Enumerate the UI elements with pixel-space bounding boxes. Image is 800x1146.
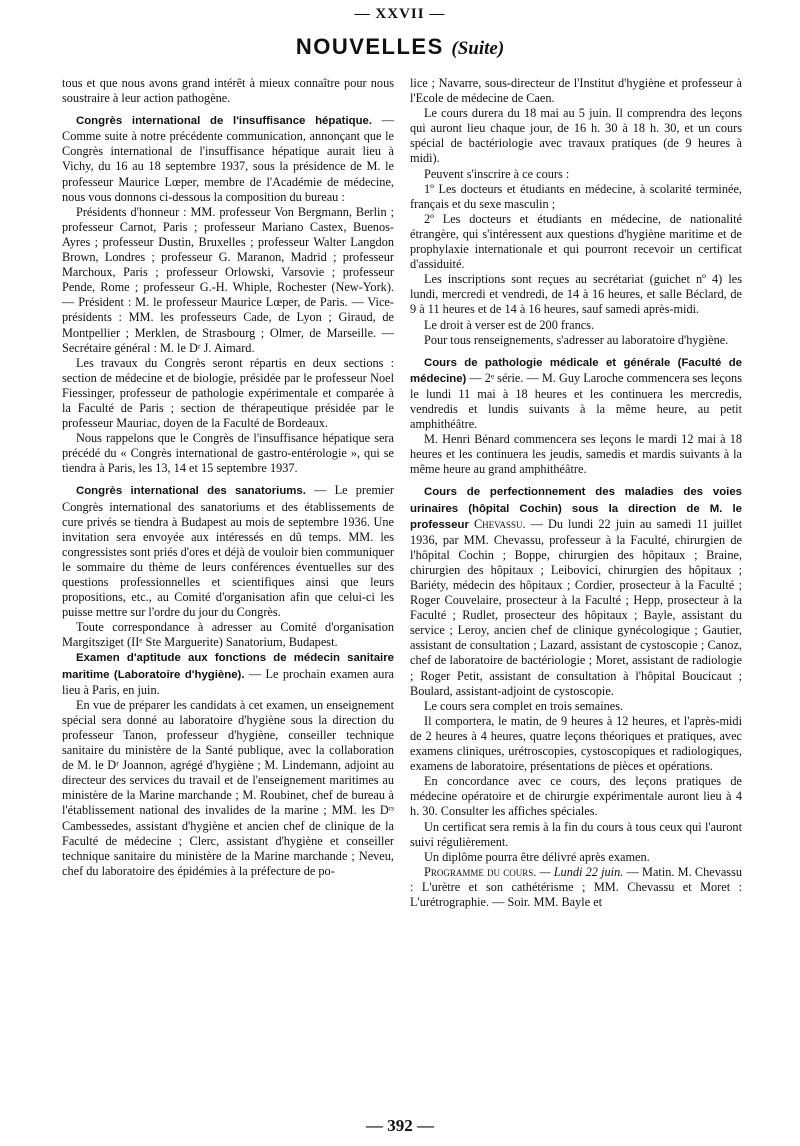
section-heading: Congrès international de l'insuffisance hépatique. xyxy=(76,115,373,128)
paragraph: Un certificat sera remis à la fin du cours à tous ceux qui l'auront suivi régulièrement. xyxy=(410,819,742,849)
section-pathologie-medicale xyxy=(410,355,742,432)
page-number: — 392 — xyxy=(366,1116,434,1135)
section-heading: Cours de perfectionnement des maladies des voies urinaires (hôpital Cochin) sous la direction de M. le professeur xyxy=(410,486,742,531)
paragraph: Le cours durera du 18 mai au 5 juin. Il comprendra des leçons qui auront lieu chaque jour, de 16 h. 30 à 18 h. 30, et un cours spécial de bactériologie avec travaux pratiques (de 9 heures à midi). xyxy=(410,106,742,166)
paragraph: Le droit à verser est de 200 francs. xyxy=(424,317,595,332)
paragraph: En vue de préparer les candidats à cet examen, un enseignement spécial sera donné au laboratoire d'hygiène sous la direction du professeur Tanon, professeur d'hygiène, conseiller technique sanitaire du ministère de la Santé publique, avec la collaboration de M. le Dʳ Joannon, agrégé d'hygiène ; M. Lindemann, adjoint au directeur des services du travail et de l'enseignement maritimes au ministère de la Marine marchande ; M. Roubinet, chef de bureau à l'établissement national des invalides de la marine ; MM. les Dʳˢ Cambessedes, assistant d'hygiène et ancien chef de clinique de la Faculté de médecine ; Clerc, assistant d'hygiène et conseiller technique sanitaire du ministère de la Marine marchande ; Neveu, chef du laboratoire des épidémies à la préfecture de po- xyxy=(62,697,394,878)
title-text: NOUVELLES xyxy=(295,34,444,59)
left-column xyxy=(62,76,394,879)
paragraph-text: — Comme suite à notre précédente communication, annonçant que le Congrès international de l'insuffisance hépatique aurait lieu à Vichy, du 16 au 18 septembre 1937, sous la présidence de M. le professeur Maurice Lœper, membre de l'Académie de médecine, nous vous donnons ci-dessous la composition du bureau : xyxy=(62,113,394,204)
paragraph: En concordance avec ce cours, des leçons pratiques de médecine opératoire et de chirurgie expérimentale auront lieu à 4 h. 30. Consulter les affiches spéciales. xyxy=(410,774,742,819)
page-title xyxy=(0,34,800,60)
programme-paragraph xyxy=(410,865,742,910)
paragraph: Toute correspondance à adresser au Comité d'organisation Margitsziget (IIᵉ Ste Marguerite) Sanatorium, Budapest. xyxy=(62,620,394,650)
section-heading: Examen d'aptitude aux fonctions de médecin sanitaire maritime (Laboratoire d'hygiène). xyxy=(62,652,394,681)
paragraph: Le cours sera complet en trois semaines. xyxy=(424,698,624,713)
professor-name: Chevassu. xyxy=(473,516,526,531)
section-heading: Congrès international des sanatoriums. xyxy=(76,485,306,498)
paragraph: Les travaux du Congrès seront répartis en deux sections : section de médecine et de biologie, présidée par le professeur Noel Fiessinger, professeur de pathologie expérimentale et comparée à la Faculté de Paris ; section de thérapeutique présidée par le professeur Mauriac, doyen de la Faculté de Bordeaux. xyxy=(62,355,394,431)
paragraph-text: — Matin. M. Chevassu : L'urètre et son cathétérisme ; MM. Chevassu et Moret : L'urétrographie. — Soir. MM. Bayle et xyxy=(410,864,743,909)
paragraph-text: — Le premier Congrès international des sanatoriums et des établissements de cure privés se tiendra à Budapest au mois de septembre 1936. Une invitation sera envoyée aux intéressés en dû temps. MM. les congressistes sont priés d'ores et déjà de vouloir bien communiquer le sommaire du thème de leurs conférences éventuelles sur des questions professionnelles et scientifiques ainsi que leurs propositions, etc., au Comité d'organisation afin que celui-ci les puisse mettre sur l'ordre du jour du Congrès. xyxy=(62,483,395,620)
paragraph-text: — Le prochain examen aura lieu à Paris, en juin. xyxy=(62,666,395,697)
paragraph-text: — Du lundi 22 juin au samedi 11 juillet 1936, par MM. Chevassu, professeur à la Faculté, chirurgien de l'hôpital Cochin ; Boppe, chirurgien des hôpitaux ; Braine, chirurgien des hôpitaux ; Leibovici, chirurgien des hôpitaux ; Bariéty, médecin des hôpitaux ; Cordier, prosecteur à la Faculté ; Roger Couvelaire, prosecteur à la Faculté ; Hepp, prosecteur à la Faculté ; Rudlet, prosecteur des hôpitaux ; Bayle, assistant du service ; Leroy, ancien chef de clinique gynécologique ; Gautier, assistant de consultation ; Lazard, assistant de cystoscopie ; Canoz, chef de laboratoire de bactériologie ; Moret, assistant de radiologie ; Roger Petit, assistant de consultation à l'hôpital Boucicaut ; Boulard, assistant-adjoint de cystoscopie. xyxy=(410,516,743,698)
title-suite: (Suite) xyxy=(451,38,505,59)
paragraph: lice ; Navarre, sous-directeur de l'Institut d'hygiène et professeur à l'Ecole de médecine de Caen. xyxy=(410,76,742,106)
section-insuffisance-hepatique xyxy=(62,113,394,205)
right-column xyxy=(410,76,742,910)
paragraph: tous et que nous avons grand intérêt à mieux connaître pour nous soustraire à leur action pathogène. xyxy=(62,76,394,106)
paragraph: 2º Les docteurs et étudiants en médecine, de nationalité étrangère, qui s'intéressent aux questions d'hygiène maritime et de prophylaxie internationale et qui pourront recevoir un certificat d'assiduité. xyxy=(410,211,742,272)
section-examen-aptitude xyxy=(62,650,394,697)
section-sanatoriums xyxy=(62,483,394,620)
section-heading: Cours de pathologie médicale et générale (Faculté de médecine) xyxy=(410,356,742,385)
paragraph: Nous rappelons que le Congrès de l'insuffisance hépatique sera précédé du « Congrès international de gastro-entérologie », qui se tiendra à Paris, les 13, 14 et 15 septembre 1937. xyxy=(62,431,394,476)
paragraph-text: — 2ᵉ série. — M. Guy Laroche commencera ses leçons le lundi 11 mai à 18 heures et les continuera les mercredis, vendredis et lundis suivants à la même heure, au petit amphithéâtre. xyxy=(410,370,742,432)
paragraph: Présidents d'honneur : MM. professeur Von Bergmann, Berlin ; professeur Carnot, Paris ; professeur Mariano Castex, Buenos-Ayres ; professeur Dustin, Bruxelles ; professeur Walter Langdon Brown, Londres ; professeur G. Maranon, Madrid ; professeur Marchoux, Paris ; professeur Orlowski, Varsovie ; professeur Pende, Rome ; professeur G.-H. Whiple, Rochester (New-York). — Président : M. le professeur Maurice Lœper, de Paris. — Vice-présidents : MM. les professeurs Cade, de Lyon ; Giraud, de Montpellier ; Merklen, de Strasbourg ; Olmer, de Marseille. — Secrétaire général : M. le Dʳ J. Aimard. xyxy=(62,204,394,355)
paragraph: Pour tous renseignements, s'adresser au laboratoire d'hygiène. xyxy=(424,332,729,347)
paragraph: 1º Les docteurs et étudiants en médecine, à scolarité terminée, français et du sexe masculin ; xyxy=(410,181,742,211)
section-voies-urinaires xyxy=(410,484,742,698)
paragraph: Peuvent s'inscrire à ce cours : xyxy=(424,166,570,181)
paragraph: M. Henri Bénard commencera ses leçons le mardi 12 mai à 18 heures et les continuera les jeudis, samedis et mardis suivants à la même heure au grand amphithéâtre. xyxy=(410,432,742,477)
programme-date: — Lundi 22 juin. xyxy=(539,864,624,879)
paragraph: Les inscriptions sont reçues au secrétariat (guichet nº 4) les lundi, mercredi et vendredi, de 14 à 16 heures, et salle Béclard, de 9 à 11 heures et de 14 à 16 heures, sauf samedi après-midi. xyxy=(410,272,742,317)
paragraph: Il comportera, le matin, de 9 heures à 12 heures, et l'après-midi de 2 heures à 4 heures, quatre leçons théoriques et pratiques, avec examens cliniques, urétroscopies, cystoscopiques et radiologiques, examens de laboratoire, présentations de pièces et opérations. xyxy=(410,713,742,774)
paragraph: Un diplôme pourra être délivré après examen. xyxy=(424,849,650,864)
page-roman-numeral: — XXVII — xyxy=(354,6,446,22)
programme-label: Programme du cours. xyxy=(424,864,537,879)
